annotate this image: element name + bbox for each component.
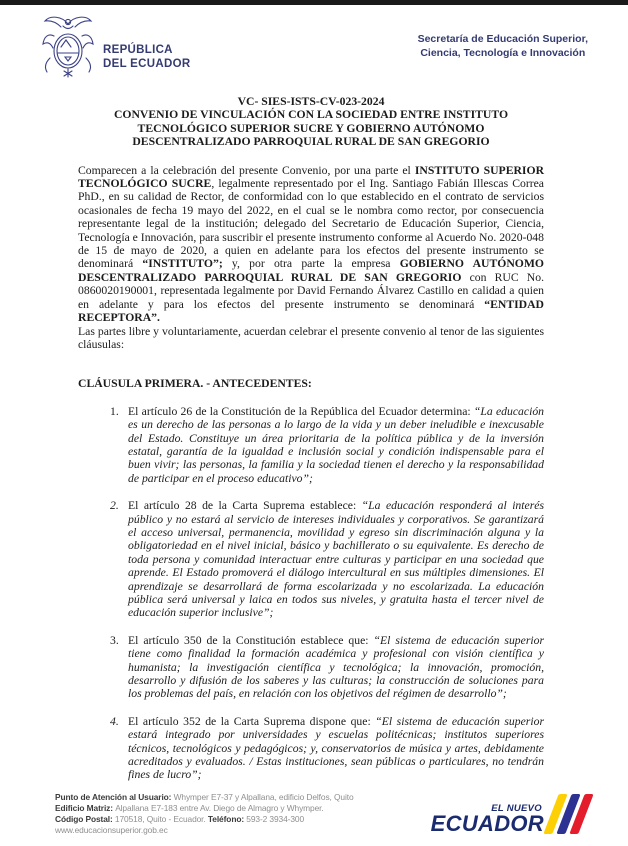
list-item-text: El artículo 28 de la Carta Suprema establece: “La educación responderá al interés público y no estará al servicio de intereses individuales y corporativos. Se garantizará el acceso universal, permanencia, movilidad y egreso sin discriminación alguna y la obligatoriedad en el nivel inicial, básico y bachillerato o su equivalente. Es derecho de toda persona y comunidad interactuar entre culturas y participar en una sociedad que aprende. El Estado promoverá el diálogo intercultural en sus múltiples dimensiones. El aprendizaje se desarrollará de forma escolarizada y no escolarizada. La educación pública será universal y laica en todos sus niveles, y gratuita hasta el tercer nivel de educación superior inclusive”;	[128, 499, 544, 620]
document-code: VC- SIES-ISTS-CV-023-2024	[237, 95, 385, 108]
list-item-text: El artículo 26 de la Constitución de la República del Ecuador determina: “La educación es un derecho de las personas a lo largo de la vida y un deber ineludible e inexcusable del Estado. Constituye un área prioritaria de la política pública y de la inversión estatal, garantía de la igualdad e inclusión social y condición indispensable para el buen vivir; las personas, la familia y la sociedad tienen el derecho y la responsabilidad de participar en el proceso educativo”;	[128, 404, 545, 485]
republic-line2: DEL ECUADOR	[103, 57, 191, 70]
agreement-paragraph: Las partes libre y voluntariamente, acuerdan celebrar el presente convenio al tenor de las siguientes cláusulas:	[78, 324, 544, 351]
list-item-number: 3.	[110, 633, 119, 647]
list-item-number: 4.	[110, 714, 119, 728]
logo-ecuador: ECUADOR	[430, 810, 544, 836]
secretariat-line2: Ciencia, Tecnología e Innovación	[420, 46, 586, 59]
el-nuevo-ecuador-logo	[431, 794, 592, 834]
secretariat-line1: Secretaría de Educación Superior,	[417, 33, 588, 45]
secretariat-title	[418, 33, 588, 61]
republic-line1: REPÚBLICA	[103, 43, 173, 56]
clause-heading: CLÁUSULA PRIMERA. - ANTECEDENTES:	[78, 377, 312, 391]
flag-stripes-icon	[551, 794, 586, 834]
list-item	[78, 499, 544, 620]
list-item-number: 1.	[110, 404, 119, 418]
page-footer	[0, 792, 628, 836]
document-body	[0, 87, 628, 782]
logo-el-nuevo: EL NUEVO	[491, 803, 542, 815]
list-item	[78, 634, 544, 701]
ecuador-coat-of-arms-icon	[40, 14, 96, 87]
page-header	[0, 5, 628, 87]
footer-matriz-line: Edificio Matriz: Alpallana E7-183 entre Av. Diego de Almagro y Whymper.	[55, 803, 324, 813]
list-item-text: El artículo 350 de la Constitución establece que: “El sistema de educación superior tiene como finalidad la formación académica y profesional con visión científica y humanista; la investigación científica y tecnológica; la innovación, promoción, desarrollo y difusión de los saberes y las culturas; la construcción de soluciones para los problemas del país, en relación con los objetivos del régimen de desarrollo”;	[128, 633, 545, 701]
footer-website: www.educacionsuperior.gob.ec	[55, 825, 168, 835]
footer-contact-info	[55, 792, 354, 836]
footer-attention-line: Punto de Atención al Usuario: Whymper E7-37 y Alpallana, edificio Delfos, Quito	[55, 792, 354, 802]
list-item	[78, 405, 544, 485]
logo-text	[431, 805, 544, 834]
document-title: CONVENIO DE VINCULACIÓN CON LA SOCIEDAD ENTRE INSTITUTO TECNOLÓGICO SUPERIOR SUCRE Y GOBIERNO AUTÓNOMO DESCENTRALIZADO PARROQUIAL RURAL DE SAN GREGORIO	[113, 108, 509, 149]
list-item-text: El artículo 352 de la Carta Suprema dispone que: “El sistema de educación superior estará integrado por universidades y escuelas politécnicas; institutos superiores técnicos, tecnológicos y pedagógicos; y, conservatorios de música y artes, debidamente acreditados y evaluados. / Estas instituciones, sean públicas o particulares, no tendrán fines de lucro”;	[128, 714, 544, 782]
footer-postal-phone-line: Código Postal: 170518, Quito - Ecuador. Teléfono: 593-2 3934-300	[55, 814, 305, 824]
list-item	[78, 715, 544, 782]
republic-title	[103, 44, 190, 71]
republic-brand	[40, 14, 190, 87]
list-item-number: 2.	[110, 499, 119, 513]
antecedentes-list	[78, 405, 544, 782]
intro-paragraph: Comparecen a la celebración del presente Convenio, por una parte el INSTITUTO SUPERIOR TECNOLÓGICO SUCRE, legalmente representado por el Ing. Santiago Fabián Illescas Correa PhD., en su calidad de Rector, de conformidad con lo que establecido en el contrato de servicios ocasionales de fecha 19 mayo del 2022, en el cual se le nombra como rector, por consecuencia representante legal de la institución; delegado del Secretario de Educación Superior, Ciencia, Tecnología e Innovación, para suscribir el presente instrumento conforme al Acuerdo No. 2020-048 de 15 de mayo de 2020, a quien en adelante para los efectos del presente instrumento se denominará “INSTITUTO”; y, por otra parte la empresa GOBIERNO AUTÓNOMO DESCENTRALIZADO PARROQUIAL RURAL DE SAN GREGORIO con RUC No. 0860020190001, representada legalmente por David Fernando Álvarez Castillo en calidad a quien en adelante y para los efectos del presente instrumento se denominará “ENTIDAD RECEPTORA”.	[78, 163, 545, 325]
